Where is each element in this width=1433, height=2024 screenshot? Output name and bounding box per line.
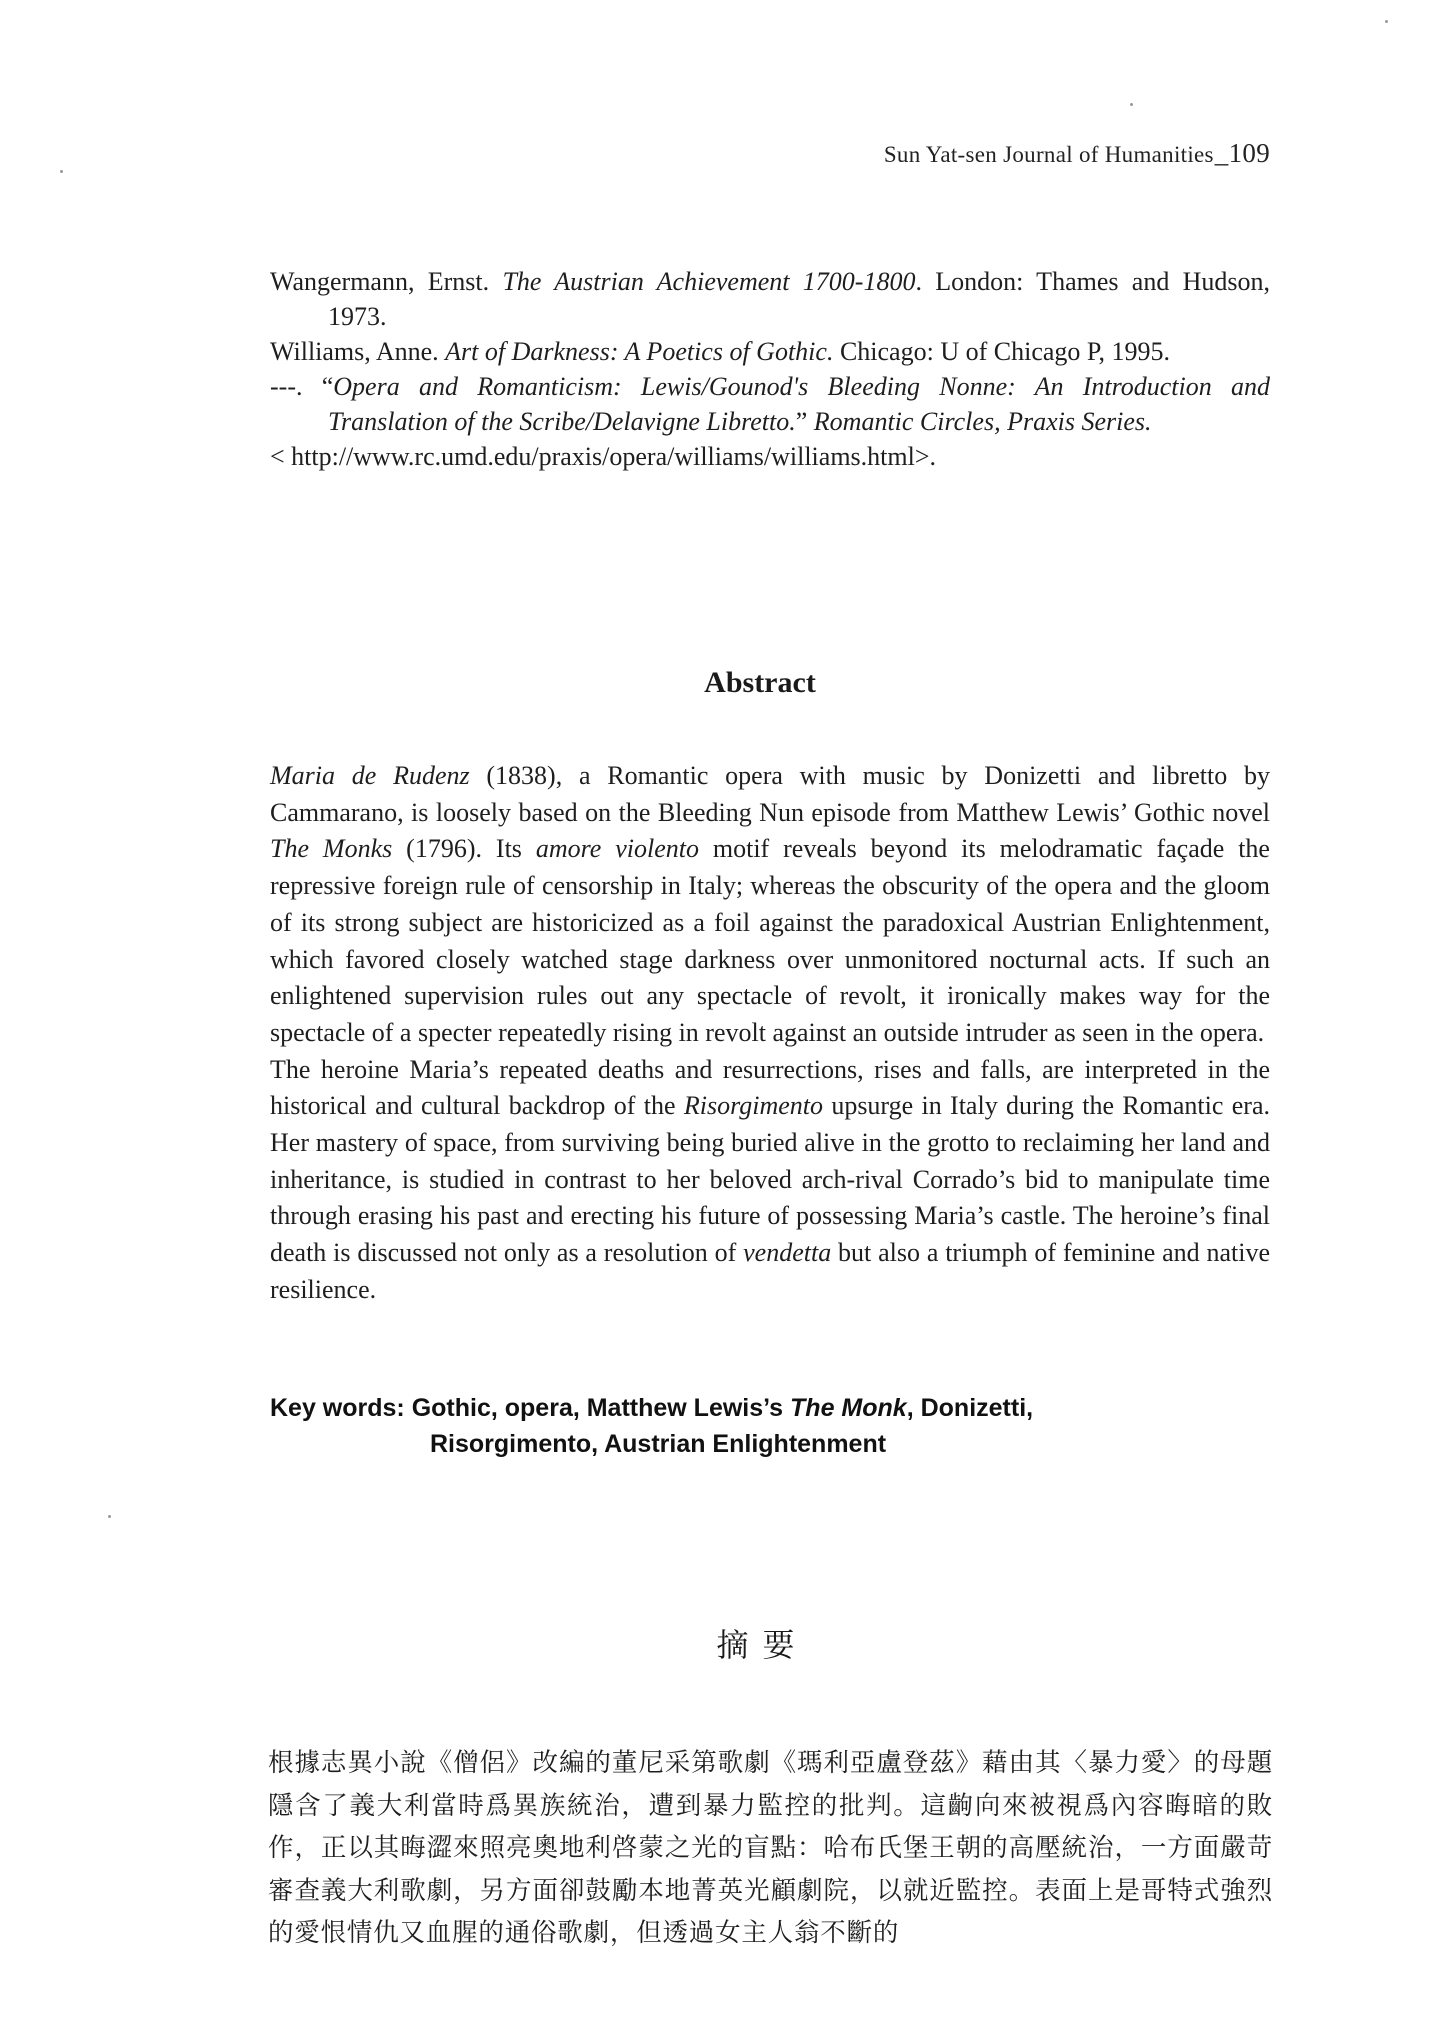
abstract-text: The heroine Maria’s repeated deaths and resurrections, rises and falls, are interpreted in the historical and cultural backdrop of the — [270, 1054, 1270, 1121]
abstract-paragraph — [270, 1052, 1270, 1309]
scan-speck — [1130, 103, 1133, 106]
scan-speck — [60, 170, 63, 173]
reference-publication: . London: Thames and Hudson, 1973. — [328, 267, 1271, 331]
abstract-paragraph — [270, 758, 1270, 1052]
reference-punctuation: ” — [795, 407, 814, 436]
running-header — [884, 138, 1270, 169]
reference-title: Opera and Romanticism: Lewis/Gounod's Bleeding Nonne: An Introduction and Translation of the Scribe/Delavigne Libretto. — [328, 372, 1270, 436]
scan-speck — [108, 1515, 111, 1518]
abstract-text: upsurge in Italy during the Romantic era. Her mastery of space, from surviving being buried alive in the grotto to reclaiming her land and inheritance, is studied in contrast to her beloved arch-rival Corrado’s bid to manipulate time through erasing his past and erecting his future of possessing Maria’s castle. The heroine’s final death is discussed not only as a resolution of — [270, 1091, 1270, 1268]
journal-name: Sun Yat-sen Journal of Humanities — [883, 142, 1214, 167]
keywords-text: , Donizetti, — [906, 1394, 1034, 1422]
reference-entry — [270, 334, 1270, 369]
abstract-text: (1838), a Romantic opera with music by Donizetti and libretto by Cammarano, is loosely based on the Bleeding Nun episode from Matthew Lewis’ Gothic novel — [270, 761, 1270, 827]
abstract-italic-term: The Monks — [270, 834, 393, 864]
abstract-italic-term: Risorgimento — [683, 1091, 823, 1121]
references-list — [270, 264, 1270, 474]
reference-entry — [270, 369, 1270, 439]
keywords — [270, 1390, 1270, 1462]
abstract-text: but also a triumph of feminine and native resilience. — [270, 1238, 1270, 1304]
reference-title: Art of Darkness: A Poetics of Gothic. — [445, 337, 834, 366]
page-number: _109 — [1214, 138, 1270, 168]
keywords-line: Risorgimento, Austrian Enlightenment — [430, 1430, 887, 1458]
abstract-italic-term: vendetta — [743, 1238, 832, 1268]
abstract-text: motif reveals beyond its melodramatic façade the repressive foreign rule of censorship in Italy; whereas the obscurity of the opera and the gloom of its strong subject are historicized as a foil against the paradoxical Austrian Enlightenment, which favored closely watched stage darkness over unmonitored nocturnal acts. If such an enlightened supervision rules out any spectacle of revolt, it ironically makes way for the spectacle of a specter repeatedly rising in revolt against an outside intruder as seen in the opera. — [270, 834, 1270, 1047]
reference-author: Wangermann, Ernst. — [270, 267, 503, 296]
reference-url: < http://www.rc.umd.edu/praxis/opera/williams/williams.html>. — [270, 442, 936, 471]
scan-speck — [1385, 20, 1388, 23]
reference-title: The Austrian Achievement 1700-1800 — [502, 267, 916, 296]
reference-series: Romantic Circles, Praxis Series. — [813, 407, 1152, 436]
chinese-abstract-body — [268, 1742, 1273, 1955]
keywords-line — [270, 1390, 1270, 1426]
reference-author: Williams, Anne. — [270, 337, 446, 366]
chinese-paragraph: 根據志異小說《僧侶》改編的董尼采第歌劇《瑪利亞盧登茲》藉由其〈暴力愛〉的母題隱含了義大利當時爲異族統治，遭到暴力監控的批判。這齣向來被視爲內容晦暗的敗作，正以其晦澀來照亮奧地利啓蒙之光的盲點：哈布氏堡王朝的高壓統治，一方面嚴苛審查義大利歌劇，另方面卻鼓勵本地菁英光顧劇院，以就近監控。表面上是哥特式強烈的愛恨情仇又血腥的通俗歌劇，但透過女主人翁不斷的 — [268, 1748, 1273, 1948]
keywords-italic: The Monk — [790, 1394, 907, 1422]
reference-entry — [270, 264, 1270, 334]
abstract-italic-term: amore violento — [535, 834, 699, 864]
keywords-label: Key words: — [270, 1394, 405, 1422]
abstract-text: (1796). Its — [392, 834, 536, 864]
chinese-abstract-heading: 摘要 — [716, 1626, 809, 1664]
abstract-heading: Abstract — [704, 666, 816, 699]
reference-author: ---. “ — [270, 372, 334, 401]
abstract-body — [270, 758, 1270, 1309]
abstract-italic-term: Maria de Rudenz — [270, 761, 470, 790]
keywords-text: Gothic, opera, Matthew Lewis’s — [404, 1394, 791, 1422]
reference-publication: Chicago: U of Chicago P, 1995. — [833, 337, 1170, 366]
